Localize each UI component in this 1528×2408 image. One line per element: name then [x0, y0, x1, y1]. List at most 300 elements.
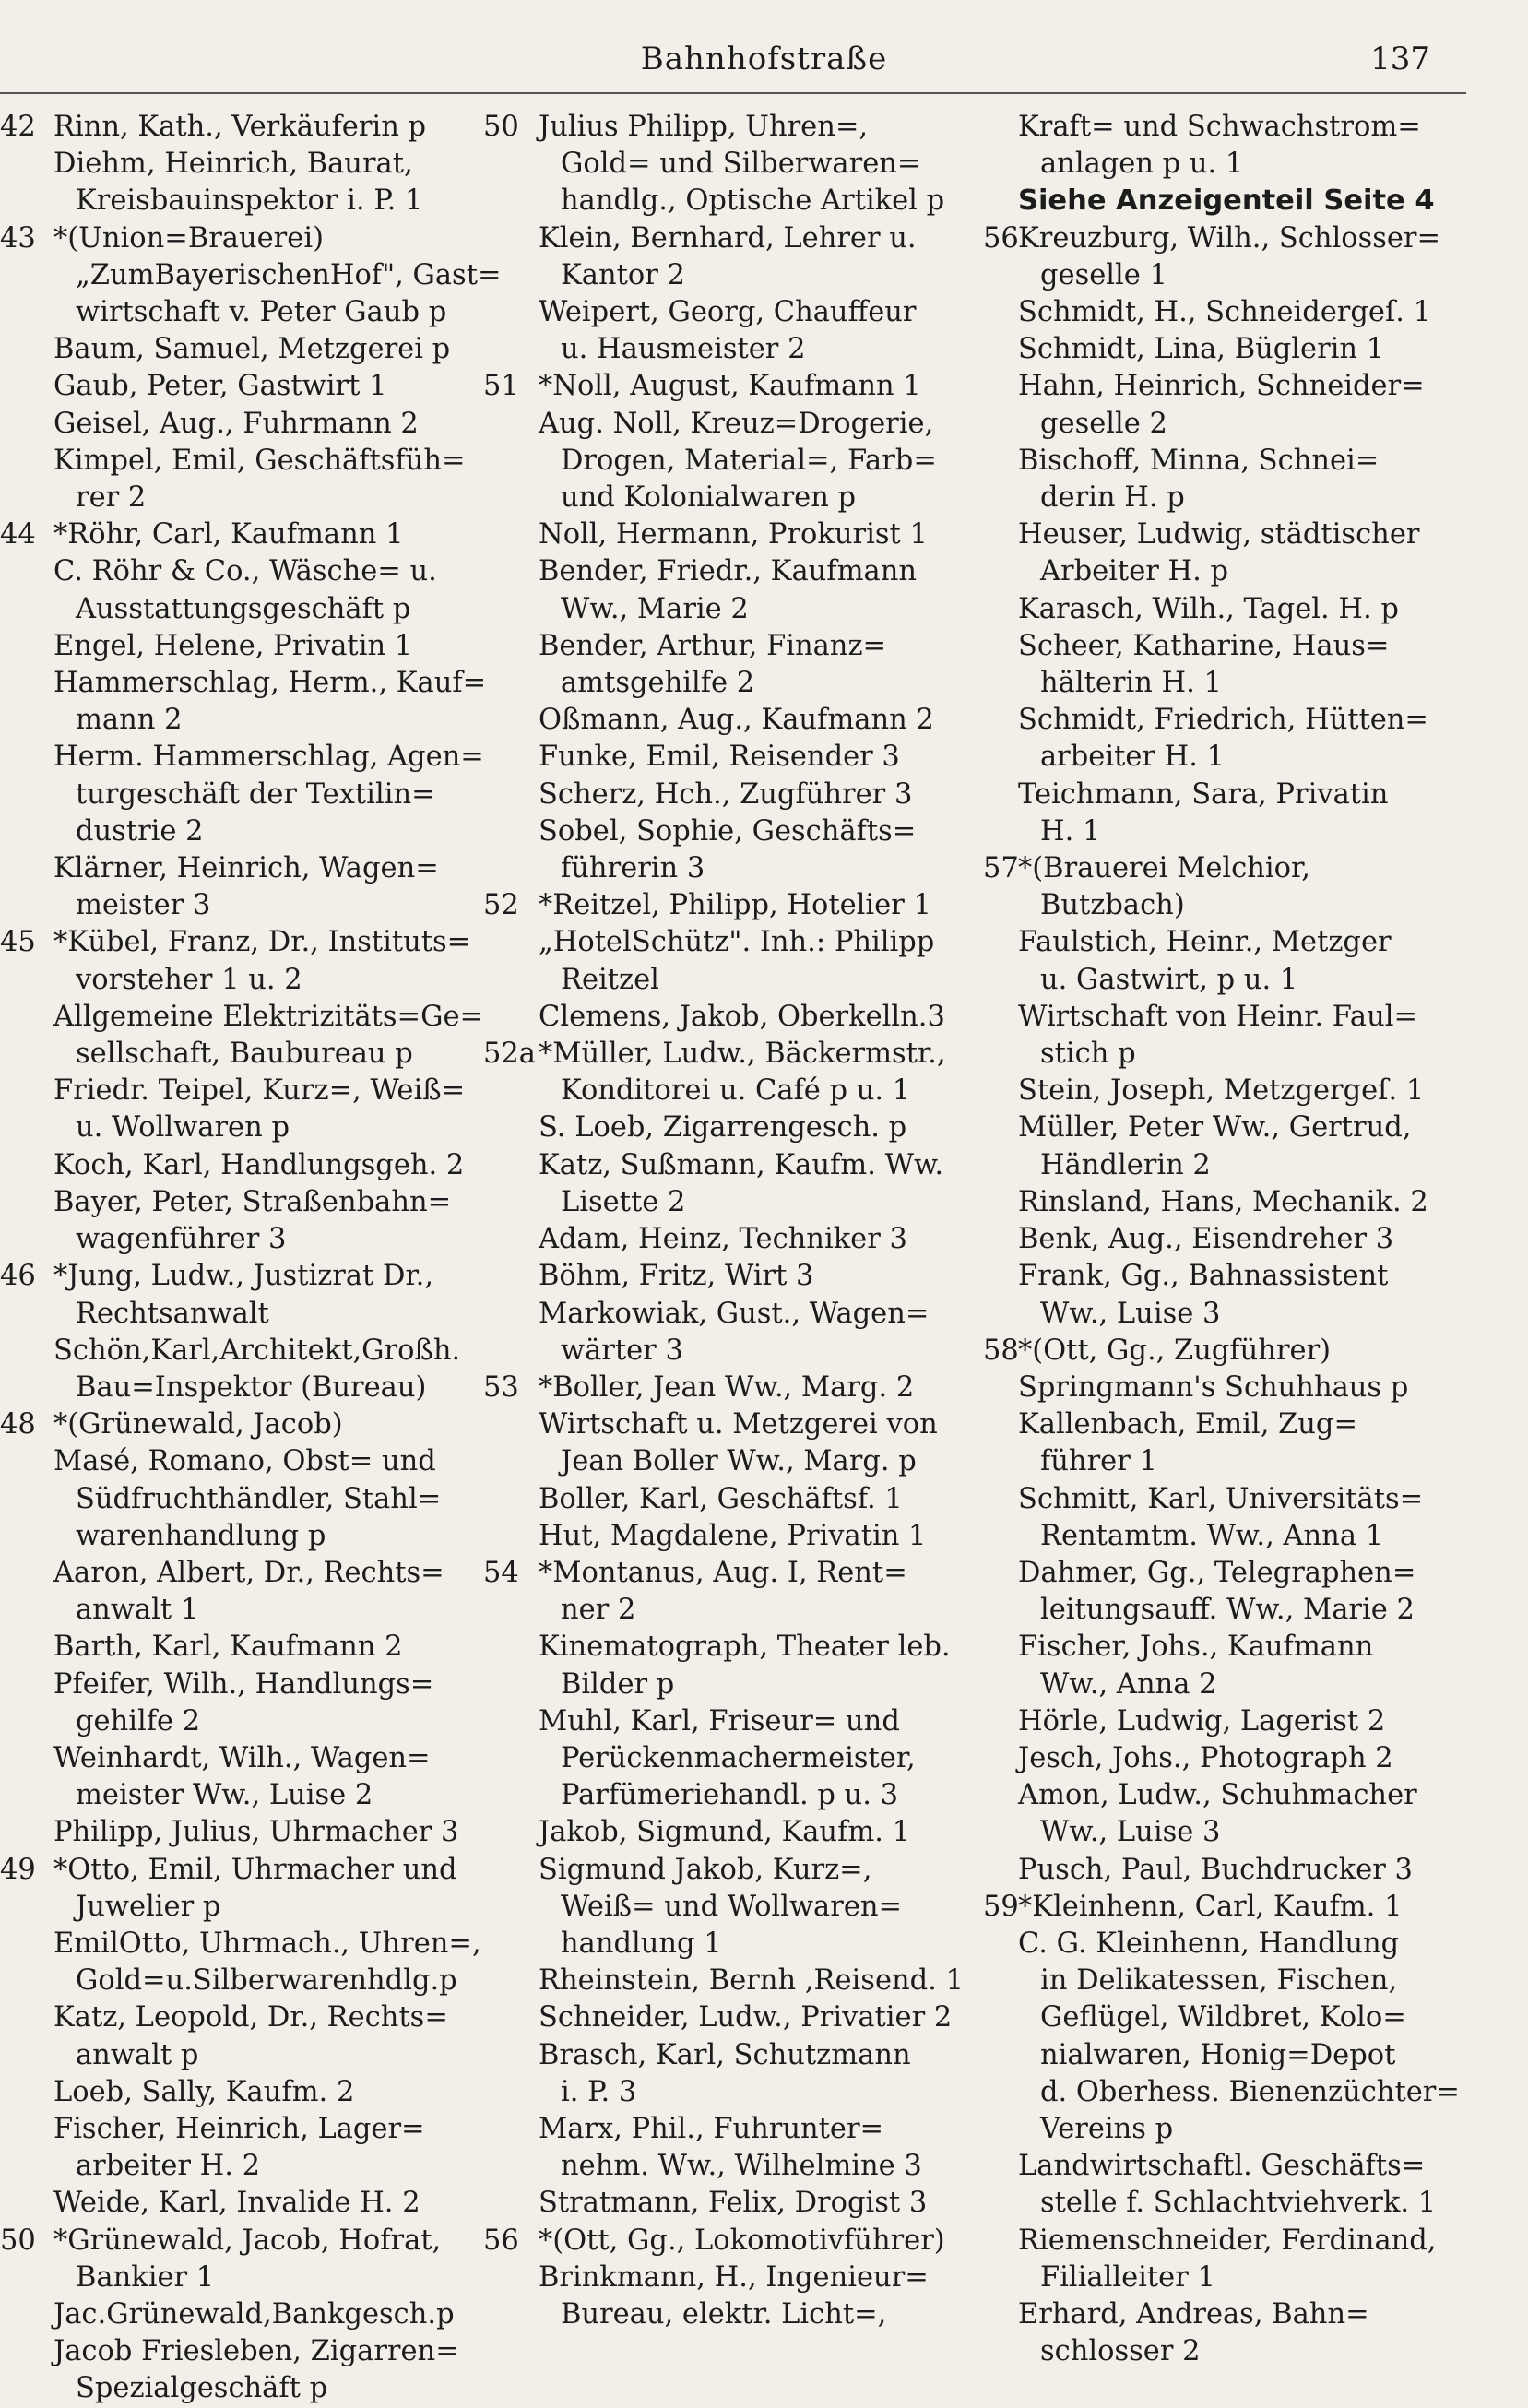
house-number: 46	[0, 1260, 36, 1293]
entry-continuation-line: warenhandlung p	[76, 1519, 326, 1552]
entry-continuation-line: handlg., Optische Artikel p	[561, 184, 945, 218]
entry-continuation-line: Weiß= und Wollwaren=	[561, 1890, 903, 1923]
house-number: 43	[0, 221, 36, 255]
entry-line: Noll, Hermann, Prokurist 1	[539, 518, 928, 552]
entry-line: Rinn, Kath., Verkäuferin p	[53, 111, 427, 143]
entry-line: Herm. Hammerschlag, Agen=	[53, 741, 484, 774]
house-number: 50	[0, 2224, 36, 2257]
entry-continuation-line: Drogen, Material=, Farb=	[561, 444, 937, 477]
entry-continuation-line: wärter 3	[561, 1334, 683, 1367]
house-number-entry	[483, 1370, 963, 1406]
house-number: 53	[483, 1370, 519, 1404]
resident-entry	[483, 1999, 963, 2036]
house-number-entry	[0, 220, 502, 332]
entry-line: Kallenbach, Emil, Zug=	[1018, 1408, 1357, 1441]
entry-line: Bender, Arthur, Finanz=	[539, 629, 887, 662]
resident-entry	[983, 1852, 1466, 1889]
entry-line: *Kleinhenn, Carl, Kaufm. 1	[1018, 1890, 1403, 1923]
entry-continuation-line: hälterin H. 1	[1040, 667, 1222, 700]
resident-entry	[0, 1999, 472, 2073]
entry-line: Benk, Aug., Eisendreher 3	[1018, 1223, 1394, 1256]
house-number: 56	[483, 2224, 519, 2257]
resident-entry	[483, 1221, 963, 1258]
entry-line: Kinematograph, Theater leb.	[539, 1631, 951, 1664]
resident-entry	[483, 777, 963, 813]
entry-continuation-line: H. 1	[1040, 814, 1101, 848]
entry-continuation-line: Ausstattungsgeschäft p	[76, 592, 411, 625]
house-number-entry	[0, 1852, 472, 1926]
entry-line: Landwirtschaftl. Geschäfts=	[1018, 2150, 1426, 2183]
resident-entry	[983, 591, 1466, 628]
entry-continuation-line: „ZumBayerischenHof", Gast=	[76, 258, 502, 291]
entry-continuation-line: Jean Boller Ww., Marg. p	[561, 1445, 917, 1478]
house-number: 51	[483, 370, 519, 403]
resident-entry	[983, 1555, 1466, 1629]
resident-entry	[0, 1926, 481, 1999]
house-number: 50	[483, 111, 519, 143]
entry-line: Jac.Grünewald,Bankgesch.p	[53, 2297, 455, 2331]
resident-entry	[983, 2148, 1466, 2222]
house-number: 57	[983, 852, 1019, 885]
entry-line: Scheer, Katharine, Haus=	[1018, 629, 1390, 662]
entry-line: Rinsland, Hans, Mechanik. 2	[1018, 1185, 1428, 1218]
resident-entry	[483, 516, 963, 553]
entry-line: Pfeifer, Wilh., Handlungs=	[53, 1667, 434, 1701]
resident-entry	[0, 2296, 472, 2333]
entry-line: Dahmer, Gg., Telegraphen=	[1018, 1556, 1416, 1589]
entry-line: Schön,Karl,Architekt,Großh.	[53, 1334, 461, 1367]
resident-entry	[483, 1406, 963, 1480]
resident-entry	[983, 1109, 1466, 1183]
entry-continuation-line: Butzbach)	[1040, 889, 1185, 922]
entry-continuation-line: handlung 1	[561, 1927, 722, 1960]
house-number-entry	[983, 850, 1466, 924]
resident-entry	[0, 1555, 472, 1629]
page-header	[0, 41, 1528, 87]
entry-line: Oßmann, Aug., Kaufmann 2	[539, 704, 934, 737]
entry-line: Wirtschaft von Heinr. Faul=	[1018, 1000, 1418, 1033]
entry-continuation-line: derin H. p	[1040, 481, 1185, 515]
resident-entry	[0, 331, 472, 368]
resident-entry	[483, 813, 963, 887]
resident-entry	[0, 368, 472, 405]
resident-entry	[483, 2260, 963, 2333]
entry-continuation-line: Vereins p	[1040, 2112, 1174, 2145]
entry-continuation-line: u. Hausmeister 2	[561, 333, 806, 366]
entry-line: Funke, Emil, Reisender 3	[539, 741, 900, 774]
resident-entry	[983, 1926, 1466, 2148]
resident-entry	[983, 1258, 1466, 1332]
house-number: 59	[983, 1890, 1019, 1923]
house-number: 52	[483, 889, 519, 922]
entry-line: Julius Philipp, Uhren=,	[539, 111, 869, 143]
entry-continuation-line: sellschaft, Baubureau p	[76, 1038, 413, 1071]
resident-entry	[483, 1963, 963, 1999]
entry-continuation-line: Ww., Luise 3	[1040, 1816, 1221, 1849]
entry-continuation-line: wirtschaft v. Peter Gaub p	[76, 296, 447, 329]
house-number-entry	[0, 516, 472, 553]
entry-continuation-line: meister Ww., Luise 2	[76, 1779, 373, 1812]
entry-continuation-line: Gold=u.Silberwarenhdlg.p	[76, 1964, 457, 1998]
entry-line: *Kübel, Franz, Dr., Instituts=	[53, 926, 471, 959]
resident-entry	[483, 1703, 963, 1815]
entry-line: Katz, Leopold, Dr., Rechts=	[53, 2001, 448, 2034]
entry-continuation-line: anlagen p u. 1	[1040, 148, 1244, 181]
resident-entry	[983, 999, 1466, 1073]
house-number: 52a	[483, 1038, 536, 1071]
resident-entry	[983, 1629, 1466, 1702]
entry-line: Stratmann, Felix, Drogist 3	[539, 2187, 928, 2220]
entry-line: Weinhardt, Wilh., Wagen=	[53, 1741, 431, 1774]
entry-line: Markowiak, Gust., Wagen=	[539, 1297, 930, 1330]
house-number: 56	[983, 221, 1019, 255]
page-number: 137	[1370, 41, 1430, 77]
entry-line: *Müller, Ludw., Bäckermstr.,	[539, 1038, 946, 1071]
entry-continuation-line: Rentamtm. Ww., Anna 1	[1040, 1519, 1384, 1552]
resident-entry	[983, 331, 1466, 368]
entry-continuation-line: turgeschäft der Textilin=	[76, 777, 435, 811]
entry-line: *Boller, Jean Ww., Marg. 2	[539, 1370, 915, 1404]
resident-entry	[0, 628, 472, 665]
entry-continuation-line: Kantor 2	[561, 258, 685, 291]
entry-line: Jesch, Johs., Photograph 2	[1018, 1741, 1393, 1774]
entry-line: Klein, Bernhard, Lehrer u.	[539, 221, 917, 255]
resident-entry	[983, 628, 1466, 702]
house-number-entry	[0, 924, 472, 998]
entry-continuation-line: Südfruchthändler, Stahl=	[76, 1482, 442, 1515]
entry-continuation-line: ner 2	[561, 1594, 636, 1627]
entry-line: Karasch, Wilh., Tagel. H. p	[1018, 592, 1399, 625]
house-number: 54	[483, 1556, 519, 1589]
resident-entry	[0, 146, 472, 219]
entry-line: „HotelSchütz". Inh.: Philipp	[539, 926, 935, 959]
entry-continuation-line: Bankier 1	[76, 2260, 215, 2294]
entry-line: Frank, Gg., Bahnassistent	[1018, 1260, 1389, 1293]
entry-line: *(Ott, Gg., Zugführer)	[1018, 1334, 1332, 1367]
entry-continuation-line: anwalt p	[76, 2038, 199, 2071]
entry-line: Springmann's Schuhhaus p	[1018, 1370, 1409, 1404]
entry-continuation-line: Händlerin 2	[1040, 1148, 1211, 1181]
entry-continuation-line: Gold= und Silberwaren=	[561, 148, 921, 181]
entry-continuation-line: Juwelier p	[76, 1890, 221, 1923]
entry-line: Faulstich, Heinr., Metzger	[1018, 926, 1392, 959]
resident-entry	[983, 183, 1466, 219]
entry-line: Müller, Peter Ww., Gertrud,	[1018, 1111, 1412, 1145]
house-number-entry	[983, 220, 1466, 294]
entry-line: Kraft= und Schwachstrom=	[1018, 111, 1421, 143]
resident-entry	[983, 1370, 1466, 1406]
resident-entry	[483, 999, 963, 1036]
entry-line: Diehm, Heinrich, Baurat,	[53, 148, 413, 181]
entry-continuation-line: nehm. Ww., Wilhelmine 3	[561, 2150, 922, 2183]
resident-entry	[483, 1852, 963, 1963]
entry-line: Sigmund Jakob, Kurz=,	[539, 1853, 872, 1886]
entry-continuation-line: Spezialgeschäft p	[76, 2372, 328, 2405]
resident-entry	[483, 2185, 963, 2222]
entry-line: Weipert, Georg, Chauffeur	[539, 296, 917, 329]
entry-line: EmilOtto, Uhrmach., Uhren=,	[53, 1927, 481, 1960]
entry-line: Hammerschlag, Herm., Kauf=	[53, 667, 487, 700]
entry-line: *Röhr, Carl, Kaufmann 1	[53, 518, 404, 552]
house-number-entry	[983, 1889, 1466, 1926]
entry-line: Koch, Karl, Handlungsgeh. 2	[53, 1148, 465, 1181]
entry-continuation-line: meister 3	[76, 889, 211, 922]
entry-continuation-line: arbeiter H. 2	[76, 2150, 261, 2183]
entry-continuation-line: vorsteher 1 u. 2	[76, 963, 302, 996]
resident-entry	[0, 850, 472, 924]
entry-continuation-line: Reitzel	[561, 963, 659, 996]
entry-line: Hahn, Heinrich, Schneider=	[1018, 370, 1425, 403]
resident-entry	[0, 2333, 472, 2407]
entry-continuation-line: anwalt 1	[76, 1594, 199, 1627]
entry-continuation-line: d. Oberhess. Bienenzüchter=	[1040, 2075, 1460, 2108]
resident-entry	[983, 443, 1466, 516]
entry-continuation-line: geselle 1	[1040, 258, 1167, 291]
entry-line: C. Röhr & Co., Wäsche= u.	[53, 555, 437, 588]
resident-entry	[983, 1221, 1466, 1258]
entry-line: Kreuzburg, Wilh., Schlosser=	[1018, 221, 1441, 255]
resident-entry	[0, 1814, 472, 1851]
entry-continuation-line: dustrie 2	[76, 814, 204, 848]
entry-continuation-line: Lisette 2	[561, 1185, 686, 1218]
resident-entry	[983, 1406, 1466, 1480]
resident-entry	[483, 294, 963, 368]
entry-continuation-line: Perückenmachermeister,	[561, 1741, 916, 1774]
entry-continuation-line: Ww., Anna 2	[1040, 1667, 1217, 1701]
house-number-entry	[483, 2223, 963, 2260]
entry-line: Brinkmann, H., Ingenieur=	[539, 2260, 929, 2294]
resident-entry	[983, 294, 1466, 331]
resident-entry	[483, 702, 963, 739]
resident-entry	[483, 924, 963, 998]
entry-continuation-line: stich p	[1040, 1038, 1136, 1071]
entry-continuation-line: führer 1	[1040, 1445, 1157, 1478]
resident-entry	[983, 2223, 1466, 2296]
entry-line: Jakob, Sigmund, Kaufm. 1	[539, 1816, 911, 1849]
resident-entry	[0, 1333, 472, 1406]
resident-entry	[483, 1258, 963, 1295]
resident-entry	[0, 2074, 472, 2111]
entry-line: Gaub, Peter, Gastwirt 1	[53, 370, 387, 403]
resident-entry	[0, 406, 472, 443]
entry-continuation-line: nialwaren, Honig=Depot	[1040, 2038, 1396, 2071]
entry-line: Masé, Romano, Obst= und	[53, 1445, 436, 1478]
house-number-entry	[483, 1036, 963, 1109]
entry-line: Aug. Noll, Kreuz=Drogerie,	[539, 407, 934, 440]
entry-line: Loeb, Sally, Kaufm. 2	[53, 2075, 355, 2108]
house-number-entry	[483, 887, 963, 924]
resident-entry	[483, 1296, 963, 1370]
entry-line: Muhl, Karl, Friseur= und	[539, 1704, 900, 1738]
entry-line: Baum, Samuel, Metzgerei p	[53, 333, 451, 366]
house-number-entry	[983, 1333, 1466, 1370]
resident-entry	[483, 2111, 963, 2185]
resident-entry	[983, 2296, 1466, 2370]
entry-line: Philipp, Julius, Uhrmacher 3	[53, 1816, 459, 1849]
house-number-entry	[483, 368, 963, 405]
resident-entry	[483, 1481, 963, 1518]
resident-entry	[483, 1814, 963, 1851]
resident-entry	[0, 553, 472, 627]
header-rule	[0, 92, 1466, 94]
resident-entry	[0, 1147, 472, 1184]
entry-line: Fischer, Johs., Kaufmann	[1018, 1631, 1374, 1664]
entry-continuation-line: und Kolonialwaren p	[561, 481, 857, 515]
entry-line: Fischer, Heinrich, Lager=	[53, 2112, 425, 2145]
entry-line: Rheinstein, Bernh ,Reisend. 1	[539, 1964, 964, 1998]
entry-line: Hut, Magdalene, Privatin 1	[539, 1519, 927, 1552]
entry-line: Kimpel, Emil, Geschäftsfüh=	[53, 444, 466, 477]
house-number: 44	[0, 518, 36, 552]
entry-continuation-line: leitungsauff. Ww., Marie 2	[1040, 1594, 1415, 1627]
entry-continuation-line: amtsgehilfe 2	[561, 667, 755, 700]
resident-entry	[483, 2037, 963, 2111]
entry-line: *Noll, August, Kaufmann 1	[539, 370, 921, 403]
entry-continuation-line: i. P. 3	[561, 2075, 637, 2108]
entry-line: Teichmann, Sara, Privatin	[1018, 777, 1389, 811]
entry-continuation-line: wagenführer 3	[76, 1223, 287, 1256]
entry-continuation-line: Bilder p	[561, 1667, 675, 1701]
entry-line: Schmidt, Friedrich, Hütten=	[1018, 704, 1428, 737]
entry-line: Böhm, Fritz, Wirt 3	[539, 1260, 814, 1293]
resident-entry	[0, 2185, 472, 2222]
entry-line: Wirtschaft u. Metzgerei von	[539, 1408, 938, 1441]
entry-continuation-line: Bau=Inspektor (Bureau)	[76, 1370, 427, 1404]
entry-line: Adam, Heinz, Techniker 3	[539, 1223, 907, 1256]
entry-line: *(Union=Brauerei)	[53, 221, 324, 255]
house-number: 42	[0, 111, 36, 143]
entry-line: Schmidt, Lina, Büglerin 1	[1018, 333, 1385, 366]
entry-line: Siehe Anzeigenteil Seite 4	[1018, 184, 1435, 218]
resident-entry	[483, 553, 963, 627]
entry-line: C. G. Kleinhenn, Handlung	[1018, 1927, 1400, 1960]
entry-line: Bayer, Peter, Straßenbahn=	[53, 1185, 452, 1218]
entry-continuation-line: u. Gastwirt, p u. 1	[1040, 963, 1298, 996]
entry-continuation-line: Ww., Marie 2	[561, 592, 749, 625]
entry-line: Weide, Karl, Invalide H. 2	[53, 2187, 420, 2220]
entry-line: Aaron, Albert, Dr., Rechts=	[53, 1556, 444, 1589]
entry-line: *Otto, Emil, Uhrmacher und	[53, 1853, 457, 1886]
entry-line: Boller, Karl, Geschäftsf. 1	[539, 1482, 903, 1515]
resident-entry	[983, 1740, 1466, 1777]
entry-line: *Jung, Ludw., Justizrat Dr.,	[53, 1260, 434, 1293]
entry-continuation-line: Bureau, elektr. Licht=,	[561, 2297, 887, 2331]
entry-line: Bender, Friedr., Kaufmann	[539, 555, 917, 588]
resident-entry	[983, 1073, 1466, 1109]
entry-line: Barth, Karl, Kaufmann 2	[53, 1631, 403, 1664]
resident-entry	[483, 220, 963, 294]
entry-continuation-line: Ww., Luise 3	[1040, 1297, 1221, 1330]
entry-continuation-line: stelle f. Schlachtviehverk. 1	[1040, 2187, 1437, 2220]
entry-line: S. Loeb, Zigarrengesch. p	[539, 1111, 907, 1145]
entry-line: *Reitzel, Philipp, Hotelier 1	[539, 889, 931, 922]
resident-entry	[983, 777, 1466, 850]
resident-entry	[0, 1073, 472, 1146]
entry-line: Marx, Phil., Fuhrunter=	[539, 2112, 884, 2145]
resident-entry	[0, 1667, 472, 1740]
entry-line: Pusch, Paul, Buchdrucker 3	[1018, 1853, 1413, 1886]
entry-line: Katz, Sußmann, Kaufm. Ww.	[539, 1148, 944, 1181]
entry-continuation-line: führerin 3	[561, 852, 705, 885]
entry-line: Bischoff, Minna, Schnei=	[1018, 444, 1380, 477]
entry-continuation-line: gehilfe 2	[76, 1704, 201, 1738]
entry-line: Schmitt, Karl, Universitäts=	[1018, 1482, 1424, 1515]
entry-line: Geisel, Aug., Fuhrmann 2	[53, 407, 419, 440]
house-number: 48	[0, 1408, 36, 1441]
entry-line: Erhard, Andreas, Bahn=	[1018, 2297, 1369, 2331]
resident-entry	[483, 1147, 963, 1221]
entry-line: Hörle, Ludwig, Lagerist 2	[1018, 1704, 1386, 1738]
entry-continuation-line: in Delikatessen, Fischen,	[1040, 1964, 1398, 1998]
resident-entry	[983, 368, 1466, 442]
entry-line: Friedr. Teipel, Kurz=, Weiß=	[53, 1074, 466, 1108]
resident-entry	[0, 1184, 472, 1258]
house-number-entry	[0, 1258, 472, 1332]
entry-line: Schneider, Ludw., Privatier 2	[539, 2001, 953, 2034]
resident-entry	[0, 665, 487, 739]
house-number: 58	[983, 1334, 1019, 1367]
page-title: Bahnhofstraße	[640, 41, 888, 77]
directory-column-3	[983, 109, 1466, 2370]
entry-continuation-line: Konditorei u. Café p u. 1	[561, 1074, 911, 1108]
resident-entry	[983, 516, 1466, 590]
resident-entry	[0, 2111, 472, 2185]
entry-line: Sobel, Sophie, Geschäfts=	[539, 814, 917, 848]
resident-entry	[983, 1184, 1466, 1221]
entry-continuation-line: Kreisbauinspektor i. P. 1	[76, 184, 423, 218]
entry-continuation-line: mann 2	[76, 704, 183, 737]
directory-column-2	[483, 109, 963, 2333]
resident-entry	[983, 702, 1466, 776]
entry-line: Allgemeine Elektrizitäts=Ge=	[53, 1000, 484, 1033]
entry-line: Stein, Joseph, Metzgergeſ. 1	[1018, 1074, 1425, 1108]
resident-entry	[0, 1443, 472, 1555]
entry-line: Klärner, Heinrich, Wagen=	[53, 852, 439, 885]
entry-line: *(Grünewald, Jacob)	[53, 1408, 343, 1441]
resident-entry	[0, 999, 484, 1073]
resident-entry	[483, 628, 963, 702]
entry-continuation-line: Parfümeriehandl. p u. 3	[561, 1779, 898, 1812]
entry-continuation-line: Arbeiter H. p	[1040, 555, 1229, 588]
resident-entry	[483, 406, 963, 517]
house-number-entry	[0, 109, 472, 146]
resident-entry	[483, 739, 963, 776]
resident-entry	[0, 1740, 472, 1814]
entry-continuation-line: u. Wollwaren p	[76, 1111, 290, 1145]
entry-line: Scherz, Hch., Zugführer 3	[539, 777, 913, 811]
entry-continuation-line: Filialleiter 1	[1040, 2260, 1215, 2294]
entry-line: Amon, Ludw., Schuhmacher	[1018, 1779, 1417, 1812]
resident-entry	[983, 1777, 1466, 1851]
entry-line: Riemenschneider, Ferdinand,	[1018, 2224, 1437, 2257]
house-number: 49	[0, 1853, 36, 1886]
resident-entry	[983, 924, 1466, 998]
resident-entry	[0, 739, 484, 850]
resident-entry	[983, 1481, 1466, 1555]
entry-line: *Grünewald, Jacob, Hofrat,	[53, 2224, 442, 2257]
house-number-entry	[483, 109, 963, 220]
entry-line: Engel, Helene, Privatin 1	[53, 629, 413, 662]
entry-line: *Montanus, Aug. I, Rent=	[539, 1556, 907, 1589]
resident-entry	[483, 1518, 963, 1555]
entry-continuation-line: Geflügel, Wildbret, Kolo=	[1040, 2001, 1406, 2034]
resident-entry	[483, 1629, 963, 1702]
resident-entry	[0, 443, 472, 516]
entry-continuation-line: schlosser 2	[1040, 2335, 1201, 2368]
entry-continuation-line: Rechtsanwalt	[76, 1297, 269, 1330]
resident-entry	[983, 1703, 1466, 1740]
house-number-entry	[483, 1555, 963, 1629]
